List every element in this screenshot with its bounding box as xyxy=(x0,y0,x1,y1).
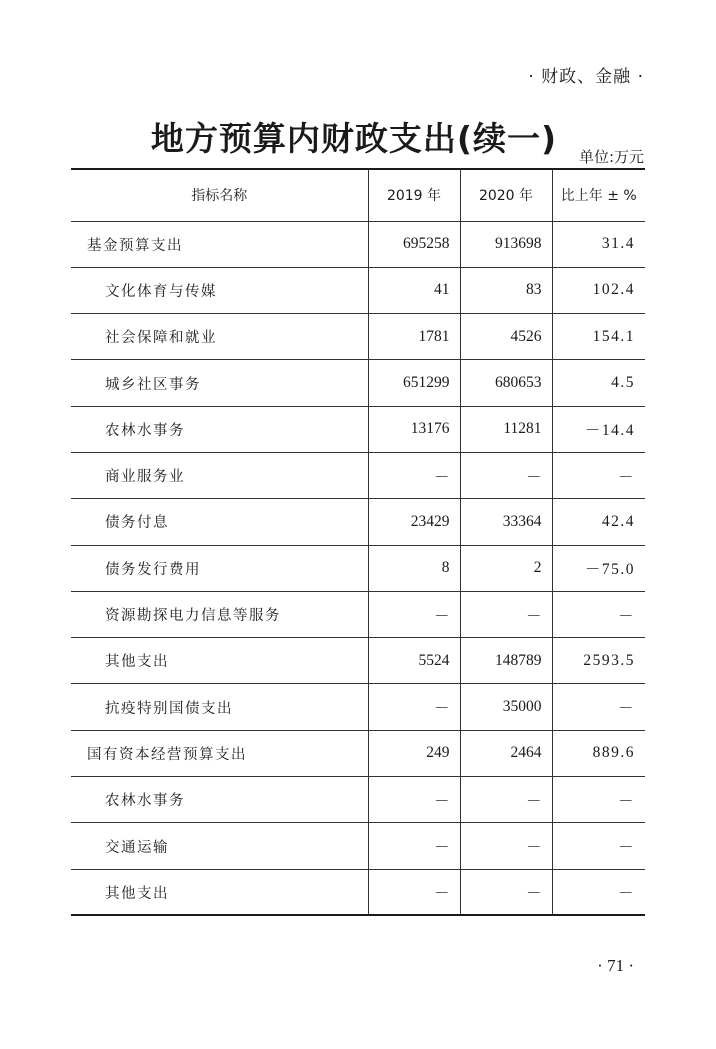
row-value-2019: 249 xyxy=(368,730,460,776)
row-indicator-name: 债务发行费用 xyxy=(71,545,368,591)
row-value-2020: 913698 xyxy=(460,221,552,267)
row-value-2019: － xyxy=(368,452,460,498)
row-change-percent: 42.4 xyxy=(552,499,645,545)
row-change-percent: － xyxy=(552,591,645,637)
row-change-percent: － xyxy=(552,869,645,915)
row-indicator-name: 其他支出 xyxy=(105,885,169,902)
column-header-indicator: 指标名称 xyxy=(71,169,368,221)
row-value-2020: 35000 xyxy=(460,684,552,730)
row-indicator-name: 社会保障和就业 xyxy=(71,314,368,360)
row-indicator-name: 农林水事务 xyxy=(71,777,368,823)
row-indicator-name: 资源勘探电力信息等服务 xyxy=(71,591,368,637)
row-value-2020: 148789 xyxy=(460,638,552,684)
row-value-2019: 13176 xyxy=(368,406,460,452)
table-row xyxy=(71,360,645,406)
table-row xyxy=(71,869,645,915)
row-value-2020: 33364 xyxy=(460,499,552,545)
row-value-2019: 5524 xyxy=(368,638,460,684)
row-value-2019: 695258 xyxy=(368,221,460,267)
row-indicator-name: 抗疫特别国债支出 xyxy=(71,684,368,730)
page-title: 地方预算内财政支出(续一) xyxy=(150,119,558,158)
row-value-2020: 11281 xyxy=(460,406,552,452)
section-tag: · 财政、金融 · xyxy=(528,67,644,87)
table-row xyxy=(71,545,645,591)
table-row xyxy=(71,730,645,776)
row-value-2019: － xyxy=(368,684,460,730)
row-change-percent: － xyxy=(552,684,645,730)
row-value-2019: 651299 xyxy=(368,360,460,406)
column-header-2020: 2020 年 xyxy=(460,169,552,221)
table-row xyxy=(71,684,645,730)
row-value-2020: 680653 xyxy=(460,360,552,406)
row-indicator-name: 农林水事务 xyxy=(71,406,368,452)
row-value-2019: － xyxy=(368,869,460,915)
row-value-2020: 2 xyxy=(460,545,552,591)
table-row xyxy=(71,406,645,452)
row-change-percent: 31.4 xyxy=(552,221,645,267)
row-value-2020: － xyxy=(460,823,552,869)
table-header-row xyxy=(71,169,645,221)
row-value-2020: 2464 xyxy=(460,730,552,776)
row-value-2020: － xyxy=(460,452,552,498)
row-value-2019: 8 xyxy=(368,545,460,591)
table-row xyxy=(71,638,645,684)
row-indicator-name: 城乡社区事务 xyxy=(71,360,368,406)
expenditure-table xyxy=(71,168,645,916)
row-indicator-name: 商业服务业 xyxy=(71,452,368,498)
row-indicator-name: 文化体育与传媒 xyxy=(71,267,368,313)
row-value-2019: 41 xyxy=(368,267,460,313)
row-change-percent: －14.4 xyxy=(552,406,645,452)
row-value-2020: 83 xyxy=(460,267,552,313)
table-row xyxy=(71,267,645,313)
unit-label: 单位:万元 xyxy=(578,148,644,166)
row-indicator-name: 基金预算支出 xyxy=(71,221,368,267)
table-row xyxy=(71,591,645,637)
row-change-percent: － xyxy=(552,823,645,869)
row-indicator-name: 债务付息 xyxy=(71,499,368,545)
row-value-2019: － xyxy=(368,777,460,823)
row-change-percent: － xyxy=(552,452,645,498)
column-header-change: 比上年 ± % xyxy=(552,169,645,221)
row-value-2019: 1781 xyxy=(368,314,460,360)
column-header-2019: 2019 年 xyxy=(368,169,460,221)
row-change-percent: －75.0 xyxy=(552,545,645,591)
table-row xyxy=(71,823,645,869)
row-change-percent: 102.4 xyxy=(552,267,645,313)
table-row xyxy=(71,777,645,823)
row-value-2019: － xyxy=(368,591,460,637)
row-indicator-name: 国有资本经营预算支出 xyxy=(71,730,368,776)
row-value-2019: 23429 xyxy=(368,499,460,545)
row-indicator-name: 其他支出 xyxy=(71,638,368,684)
table-row xyxy=(71,314,645,360)
row-change-percent: － xyxy=(552,777,645,823)
row-change-percent: 154.1 xyxy=(552,314,645,360)
row-value-2020: － xyxy=(460,591,552,637)
row-value-2020: － xyxy=(460,869,552,915)
row-value-2020: － xyxy=(460,777,552,823)
row-value-2019: － xyxy=(368,823,460,869)
row-change-percent: 2593.5 xyxy=(552,638,645,684)
row-value-2020: 4526 xyxy=(460,314,552,360)
table-row xyxy=(71,499,645,545)
table-body xyxy=(71,221,645,915)
table-row xyxy=(71,221,645,267)
row-change-percent: 4.5 xyxy=(552,360,645,406)
row-indicator-name: 交通运输 xyxy=(71,823,368,869)
table-row xyxy=(71,452,645,498)
page-number: · 71 · xyxy=(597,956,634,975)
row-change-percent: 889.6 xyxy=(552,730,645,776)
